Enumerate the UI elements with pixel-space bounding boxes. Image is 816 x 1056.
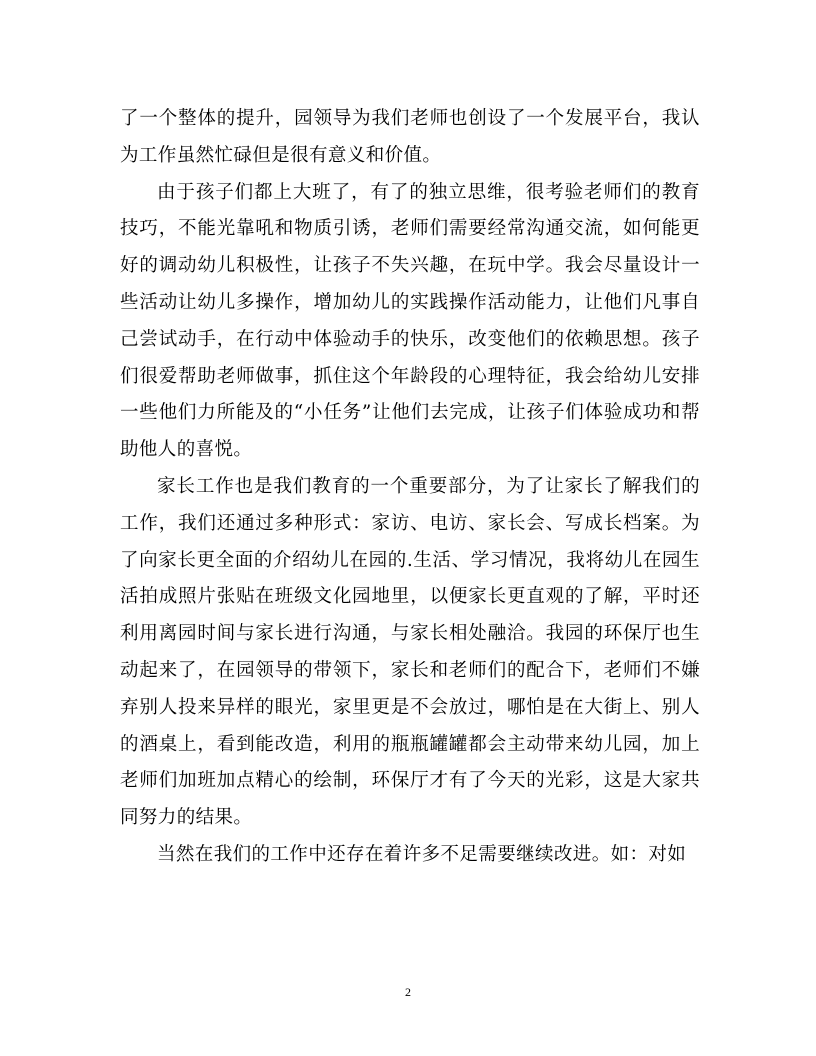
paragraph-teaching-skills: 由于孩子们都上大班了，有了的独立思维，很考验老师们的教育技巧，不能光靠吼和物质引诱，老师们需要经常沟通交流，如何能更好的调动幼儿积极性，让孩子不失兴趣，在玩中学。我会尽量设计一些活动让幼儿多操作，增加幼儿的实践操作活动能力，让他们凡事自己尝试动手，在行动中体验动手的快乐，改变他们的依赖思想。孩子们很爱帮助老师做事，抓住这个年龄段的心理特征，我会给幼儿安排一些他们力所能及的“小任务”让他们去完成，让孩子们体验成功和帮助他人的喜悦。 — [120, 181, 700, 461]
page-number: 2 — [405, 985, 411, 999]
paragraph-parent-work: 家长工作也是我们教育的一个重要部分，为了让家长了解我们的工作，我们还通过多种形式：家访、电访、家长会、写成长档案。为了向家长更全面的介绍幼儿在园的.生活、学习情况，我将幼儿在园生活拍成照片张贴在班级文化园地里，以便家长更直观的了解，平时还利用离园时间与家长进行沟通，与家长相处融洽。我园的环保厅也生动起来了，在园领导的带领下，家长和老师们的配合下，老师们不嫌弃别人投来异样的眼光，家里更是不会放过，哪怕是在大街上、别人的酒桌上，看到能改造，利用的瓶瓶罐罐都会主动带来幼儿园，加上老师们加班加点精心的绘制，环保厅才有了今天的光彩，这是大家共同努力的结果。 — [120, 475, 700, 829]
paragraph-continuation: 了一个整体的提升，园领导为我们老师也创设了一个发展平台，我认为工作虽然忙碌但是很有意义和价值。 — [120, 108, 700, 166]
body-text — [120, 101, 700, 874]
paragraph-shortcomings: 当然在我们的工作中还存在着许多不足需要继续改进。如：对如 — [157, 843, 687, 865]
